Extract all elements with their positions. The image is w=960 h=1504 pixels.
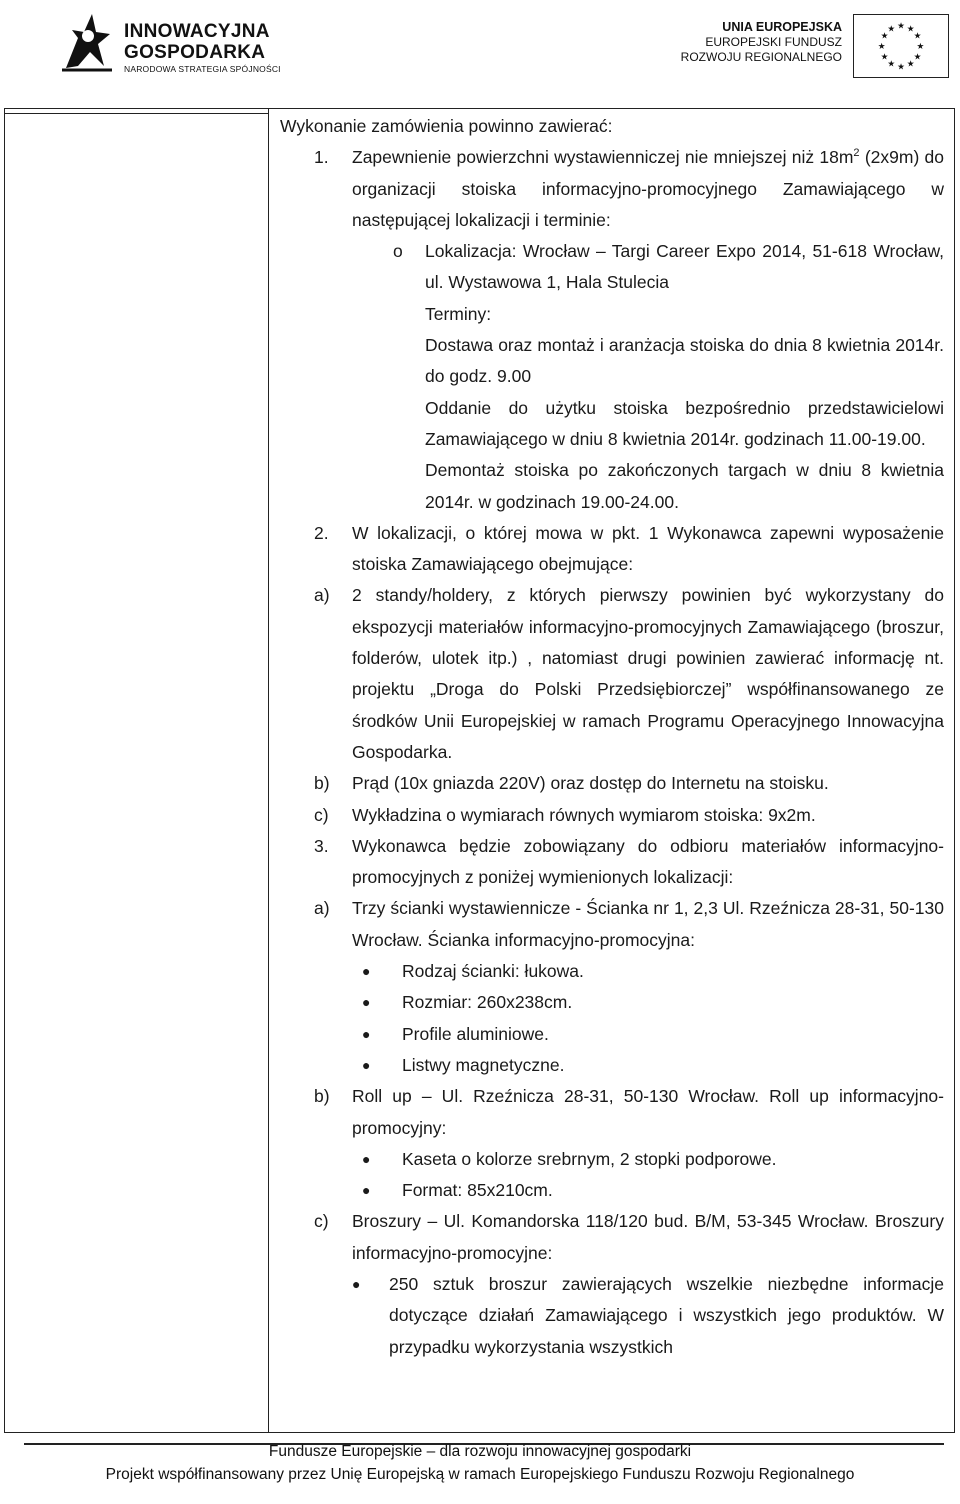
item-2c-text: Wykładzina o wymiarach równych wymiarom stoiska: 9x2m. [352, 804, 816, 825]
page-header [0, 0, 960, 95]
svg-text:★: ★ [880, 31, 889, 42]
bullet-text: 250 sztuk broszur zawierających wszelkie niezbędne informacje dotyczące działań Zamawiającego i wszystkich jego produktów. W przypadku wykorzystania wszystkich [389, 1273, 944, 1357]
item-3a-text: Trzy ścianki wystawiennicze - Ścianka nr 1, 2,3 Ul. Rzeźnicza 28-31, 50-130 Wrocław. Ścianka informacyjno-promocyjna: [352, 898, 944, 950]
svg-text:★: ★ [906, 59, 915, 70]
logo-line-1: INNOWACYJNA [124, 21, 270, 42]
svg-text:★: ★ [877, 41, 886, 52]
list-item [280, 1269, 944, 1363]
document-body [280, 111, 944, 1363]
item-number: 1. [314, 147, 329, 168]
item-number: 3. [314, 835, 329, 856]
svg-text:★: ★ [913, 52, 922, 63]
footer-line-1: Fundusze Europejskie – dla rozwoju innowacyjnej gospodarki [268, 1443, 692, 1460]
bullet-icon: ● [362, 1025, 371, 1042]
bullet-text: Listwy magnetyczne. [402, 1054, 565, 1075]
term-dismantling: Demontaż stoiska po zakończonych targach w dniu 8 kwietnia 2014r. w godzinach 19.00-24.00. [425, 460, 944, 512]
svg-text:★: ★ [887, 24, 896, 35]
circle-bullet: o [393, 241, 403, 262]
svg-text:★: ★ [906, 24, 915, 35]
bullet-text: Rozmiar: 260x238cm. [402, 992, 573, 1013]
eu-flag-icon [853, 14, 949, 78]
list-item [280, 1050, 944, 1081]
item-letter: a) [314, 585, 330, 606]
eu-logo-line-2: EUROPEJSKI FUNDUSZ [705, 35, 842, 49]
term-handover: Oddanie do użytku stoiska bezpośrednio przedstawicielowi Zamawiającego w dniu 8 kwietnia 2014r. godzinach 11.00-19.00. [425, 397, 944, 449]
item-3c-text: Broszury – Ul. Komandorska 118/120 bud. B/M, 53-345 Wrocław. Broszury informacyjno-promocyjne: [352, 1211, 944, 1263]
intro-text: Wykonanie zamówienia powinno zawierać: [280, 116, 613, 136]
list-item [280, 956, 944, 987]
bullet-icon: ● [362, 1182, 371, 1199]
list-item [280, 1144, 944, 1175]
list-item [280, 1175, 944, 1206]
list-item-2c [280, 800, 944, 831]
list-item-2a [280, 580, 944, 768]
list-item [280, 1019, 944, 1050]
list-item-3c [280, 1206, 944, 1269]
table-border-middle [268, 108, 269, 1432]
bullet-icon: ● [362, 1056, 371, 1073]
logo-line-2: GOSPODARKA [124, 42, 266, 63]
item-letter: a) [314, 898, 330, 919]
item-2-text: W lokalizacji, o której mowa w pkt. 1 Wykonawca zapewni wyposażenie stoiska Zamawiającego obejmujące: [352, 522, 944, 575]
item-letter: c) [314, 1211, 329, 1232]
item-1-text-start: Zapewnienie powierzchni wystawienniczej nie mniejszej niż 18m [352, 147, 854, 168]
item-number: 2. [314, 522, 329, 543]
item-2a-text: 2 standy/holdery, z których pierwszy powinien być wykorzystany do ekspozycji materiałów informacyjno-promocyjnych Zamawiającego (broszur, folderów, ulotek itp.) , natomiast drugi powinien zawierać informację nt. projektu „Droga do Polski Przedsiębiorczej” współfinansowanego ze środków Unii Europejskiej w ramach Programu Operacyjnego Innowacyjna Gospodarka. [352, 585, 944, 762]
innowacyjna-gospodarka-logo [58, 8, 308, 78]
svg-text:★: ★ [880, 52, 889, 63]
footer-line-2: Projekt współfinansowany przez Unię Europejską w ramach Europejskiego Funduszu Rozwoju Regionalnego [105, 1466, 855, 1483]
logo-line-3: NARODOWA STRATEGIA SPÓJNOŚCI [124, 64, 281, 74]
location-text: Lokalizacja: Wrocław – Targi Career Expo 2014, 51-618 Wrocław, ul. Wystawowa 1, Hala Stulecia [425, 241, 944, 293]
location-item [280, 236, 944, 299]
item-letter: c) [314, 804, 329, 825]
bullet-text: Rodzaj ścianki: łukowa. [402, 961, 584, 982]
svg-text:★: ★ [897, 62, 905, 73]
table-border-left [4, 108, 5, 1432]
list-item-2 [280, 518, 944, 581]
eu-logo [680, 14, 952, 84]
table-border-top-inner [4, 113, 268, 114]
svg-text:★: ★ [913, 31, 922, 42]
bullet-icon: ● [352, 1275, 361, 1292]
bullet-text: Profile aluminiowe. [402, 1023, 549, 1044]
page-footer [0, 1440, 960, 1486]
list-item-3a [280, 893, 944, 956]
item-1-text-rest: (2x9m) do organizacji stoiska informacyjno-promocyjnego Zamawiającego w następującej lokalizacji i terminie: [352, 147, 945, 230]
item-letter: b) [314, 773, 330, 794]
list-item-3b [280, 1081, 944, 1144]
bullet-text: Format: 85x210cm. [402, 1180, 553, 1201]
item-3-text: Wykonawca będzie zobowiązany do odbioru materiałów informacyjno-promocyjnych z poniżej wymienionych lokalizacji: [352, 835, 944, 888]
svg-text:★: ★ [887, 59, 896, 70]
table-border-top [4, 108, 954, 109]
bullet-icon: ● [362, 1150, 371, 1167]
item-2b-text: Prąd (10x gniazda 220V) oraz dostęp do Internetu na stoisku. [352, 773, 829, 794]
eu-logo-line-1: UNIA EUROPEJSKA [722, 20, 842, 34]
table-border-bottom [4, 1432, 955, 1433]
star-figure-emblem-icon [58, 8, 116, 74]
svg-text:★: ★ [897, 21, 905, 32]
item-3b-text: Roll up – Ul. Rzeźnicza 28-31, 50-130 Wrocław. Roll up informacyjno-promocyjny: [352, 1086, 944, 1138]
bullet-text: Kaseta o kolorze srebrnym, 2 stopki podporowe. [402, 1148, 777, 1169]
list-item [280, 987, 944, 1018]
term-delivery: Dostawa oraz montaż i aranżacja stoiska do dnia 8 kwietnia 2014r. do godz. 9.00 [425, 335, 944, 387]
list-item-3 [280, 831, 944, 894]
table-border-right [954, 108, 955, 1432]
eu-logo-line-3: ROZWOJU REGIONALNEGO [680, 50, 842, 64]
eu-logo-text [681, 20, 842, 65]
list-item-2b [280, 768, 944, 799]
bullet-icon: ● [362, 963, 371, 980]
item-letter: b) [314, 1086, 330, 1107]
bullet-icon: ● [362, 994, 371, 1011]
svg-text:★: ★ [916, 41, 925, 52]
list-item-1 [280, 142, 944, 236]
terms-heading: Terminy: [425, 303, 492, 324]
item-1-superscript: 2 [853, 147, 860, 160]
